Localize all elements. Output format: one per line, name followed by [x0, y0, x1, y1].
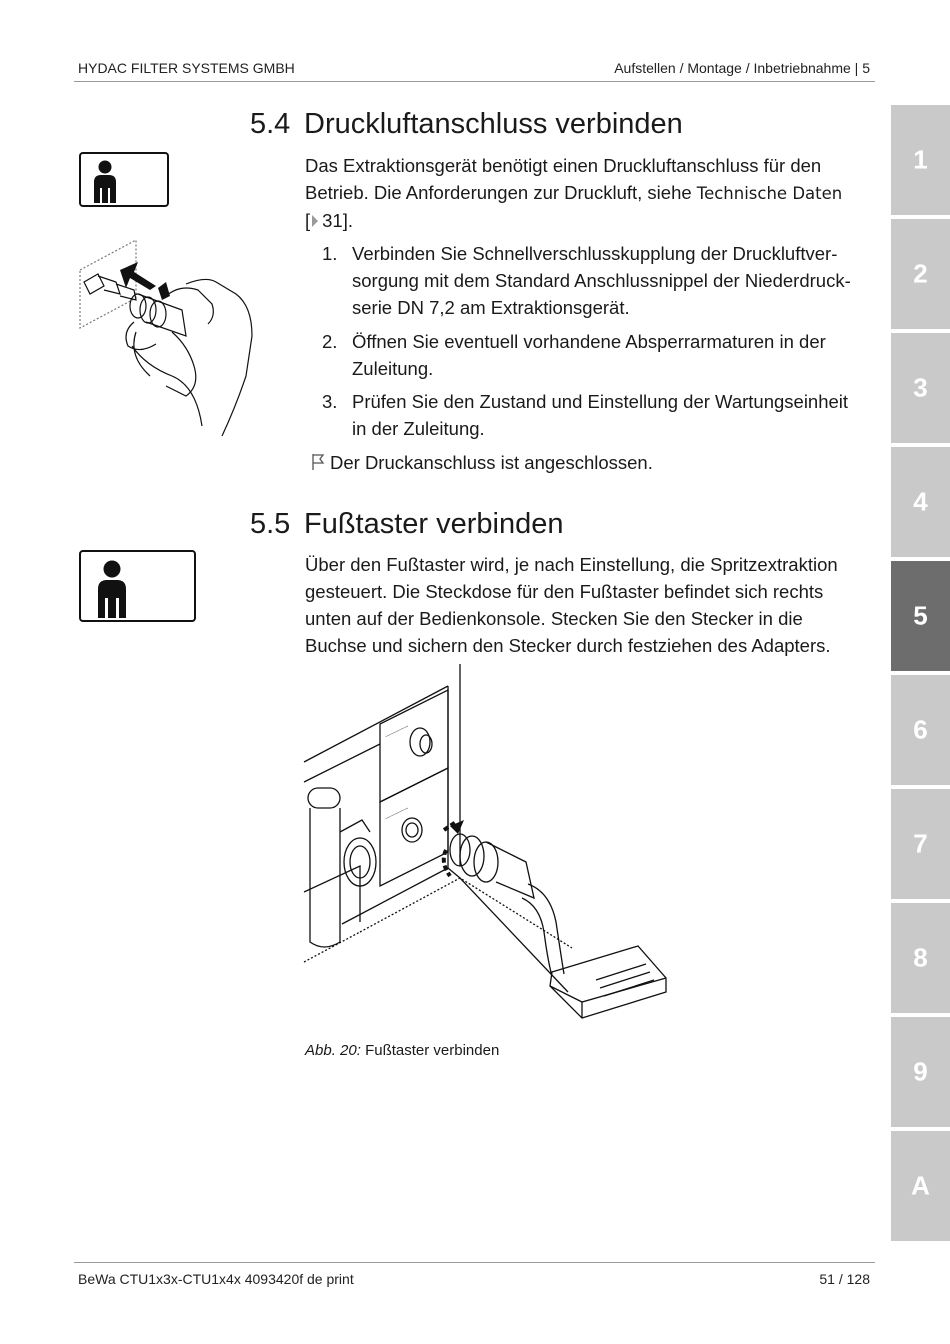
footer-rule: [74, 1262, 875, 1263]
chapter-tab-3[interactable]: 3: [891, 333, 950, 443]
chapter-tab-9[interactable]: 9: [891, 1017, 950, 1127]
step-1: 1. Verbinden Sie Schnellverschlusskupplung der Druckluftver- sorgung mit dem Standard Anschlussnippel der Niederdruck- serie DN 7,2 am Extraktionsgerät.: [322, 240, 872, 321]
header-rule: [74, 81, 875, 82]
section-5-5-heading: [250, 508, 564, 541]
footer-page-number: 51 / 128: [819, 1271, 870, 1287]
svg-text:—————: —————: [384, 723, 410, 740]
section-number: 5.4: [250, 108, 291, 140]
figure-caption: [305, 1042, 499, 1059]
chapter-tab-7[interactable]: 7: [891, 789, 950, 899]
compressed-air-connection-illustration: [76, 236, 266, 448]
chapter-tab-2[interactable]: 2: [891, 219, 950, 329]
intro-line-1: Das Extraktionsgerät benötigt einen Druckluftanschluss für den: [305, 155, 822, 176]
footer-document: BeWa CTU1x3x-CTU1x4x 4093420f de print: [78, 1271, 354, 1287]
chapter-tab-6[interactable]: 6: [891, 675, 950, 785]
caption-text: Fußtaster verbinden: [365, 1042, 500, 1059]
section-5-4-heading: [250, 108, 683, 141]
chapter-tab-1[interactable]: 1: [891, 105, 950, 215]
foot-switch-illustration: [300, 662, 672, 1040]
result-flag-icon: [310, 449, 330, 476]
section-5-4-intro: [305, 152, 875, 234]
personnel-qualification-icon: [79, 152, 169, 207]
chapter-tab-8[interactable]: 8: [891, 903, 950, 1013]
result-line: [310, 449, 653, 476]
header-company: HYDAC FILTER SYSTEMS GMBH: [78, 60, 295, 76]
section-number: 5.5: [250, 508, 291, 540]
caption-prefix: Abb. 20:: [305, 1042, 361, 1059]
step-number: 3.: [322, 391, 338, 412]
step-number: 1.: [322, 243, 338, 264]
step-number: 2.: [322, 331, 338, 352]
result-text: Der Druckanschluss ist angeschlossen.: [330, 452, 653, 473]
svg-text:—————: —————: [384, 805, 410, 822]
page-reference[interactable]: 31].: [322, 210, 353, 231]
header-chapter: Aufstellen / Montage / Inbetriebnahme | 5: [614, 60, 870, 76]
step-3: 3. Prüfen Sie den Zustand und Einstellung der Wartungseinheit in der Zuleitung.: [322, 388, 872, 442]
chapter-tab-a[interactable]: A: [891, 1131, 950, 1241]
step-2: 2. Öffnen Sie eventuell vorhandene Absperrarmaturen in der Zuleitung.: [322, 328, 872, 382]
section-title: Fußtaster verbinden: [304, 508, 564, 540]
chapter-tab-5[interactable]: 5: [891, 561, 950, 671]
page-reference-arrow-icon[interactable]: [310, 207, 322, 234]
personnel-qualification-icon: [79, 550, 196, 622]
intro-line-3: [ 31].: [305, 207, 875, 234]
technische-daten-link[interactable]: Technische Daten: [696, 184, 843, 203]
intro-line-2: Betrieb. Die Anforderungen zur Druckluft, siehe Technische Daten: [305, 182, 843, 203]
chapter-tab-4[interactable]: 4: [891, 447, 950, 557]
section-title: Druckluftanschluss verbinden: [304, 108, 683, 140]
section-5-5-body: Über den Fußtaster wird, je nach Einstellung, die Spritzextraktion gesteuert. Die Steckdose für den Fußtaster befindet sich rechts unten auf der Bedienkonsole. Stecken Sie den Stecker in die Buchse und sichern den Stecker durch festziehen des Adapters.: [305, 554, 838, 656]
